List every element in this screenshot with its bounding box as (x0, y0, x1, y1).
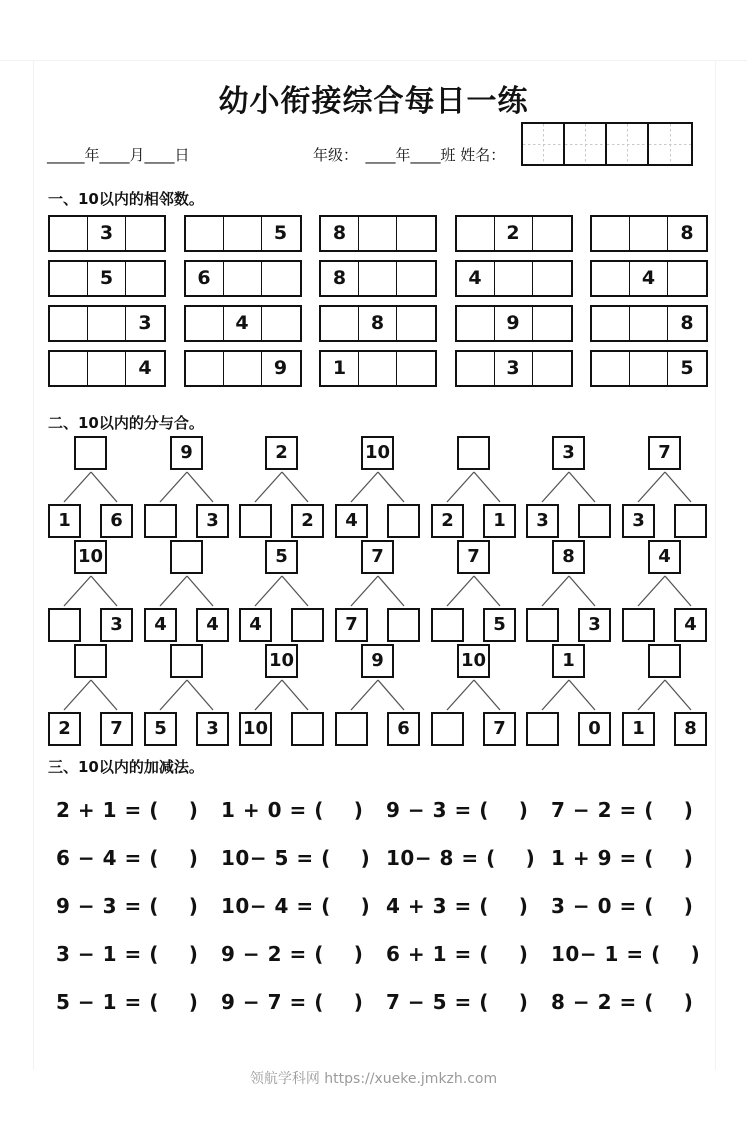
neighbour-number-blank-cell[interactable] (126, 217, 164, 250)
neighbour-number-blank-cell[interactable] (186, 307, 224, 340)
neighbour-number-strip (48, 305, 166, 342)
number-bond-given-box: 4 (239, 608, 272, 642)
number-bond-given-box: 6 (387, 712, 420, 746)
neighbour-number-blank-cell[interactable] (592, 307, 630, 340)
neighbour-number-blank-cell[interactable] (630, 217, 668, 250)
number-bond-given-box: 4 (144, 608, 177, 642)
neighbour-number-blank-cell[interactable] (533, 217, 571, 250)
number-bond-given-box: 8 (552, 540, 585, 574)
number-bond-tree (144, 436, 230, 540)
number-bond-blank-box[interactable] (170, 644, 203, 678)
neighbour-number-blank-cell[interactable] (457, 217, 495, 250)
number-bond-tree (239, 540, 325, 644)
class-name-blank-field[interactable]: 年级： ____年____班 姓名： (313, 146, 506, 164)
page-margin-guide-right (715, 60, 716, 1070)
number-bond-blank-box[interactable] (74, 644, 107, 678)
number-bond-blank-box[interactable] (74, 436, 107, 470)
number-bond-blank-box[interactable] (457, 436, 490, 470)
arithmetic-equation[interactable]: 9 − 2 = ( ) (221, 942, 364, 966)
page-margin-guide-left (33, 60, 34, 1070)
neighbour-number-blank-cell[interactable] (224, 352, 262, 385)
number-bond-tree (526, 540, 612, 644)
number-bond-given-box: 4 (335, 504, 368, 538)
arithmetic-equation[interactable]: 10− 4 = ( ) (221, 894, 371, 918)
neighbour-number-blank-cell[interactable] (224, 262, 262, 295)
neighbour-number-blank-cell[interactable] (533, 307, 571, 340)
number-bond-blank-box[interactable] (648, 644, 681, 678)
number-bond-tree (622, 540, 708, 644)
section-3-arithmetic (56, 786, 701, 1026)
number-bond-blank-box[interactable] (335, 712, 368, 746)
page-title: 幼小衔接综合每日一练 (218, 84, 529, 119)
neighbour-number-blank-cell[interactable] (592, 352, 630, 385)
neighbour-number-blank-cell[interactable] (457, 352, 495, 385)
neighbour-number-strip (590, 260, 708, 297)
neighbour-number-blank-cell[interactable] (50, 307, 88, 340)
number-bond-given-box: 3 (552, 436, 585, 470)
arithmetic-equation[interactable]: 9 − 7 = ( ) (221, 990, 364, 1014)
neighbour-number-given-cell: 6 (186, 262, 224, 295)
neighbour-number-blank-cell[interactable] (495, 262, 533, 295)
neighbour-number-blank-cell[interactable] (88, 307, 126, 340)
neighbour-number-blank-cell[interactable] (359, 217, 397, 250)
neighbour-number-given-cell: 9 (273, 357, 288, 379)
neighbour-number-strip (184, 305, 302, 342)
number-bond-given-box: 5 (483, 608, 516, 642)
section-2-number-bonds (48, 436, 708, 748)
section-1-neighbour-numbers (48, 215, 708, 395)
neighbour-number-blank-cell[interactable] (533, 352, 571, 385)
arithmetic-equation[interactable]: 9 − 3 = ( ) (386, 798, 529, 822)
number-bond-given-box: 2 (265, 436, 298, 470)
neighbour-number-given-cell: 3 (495, 352, 533, 385)
number-bond-given-box: 2 (48, 712, 81, 746)
neighbour-number-strip (319, 305, 437, 342)
number-bond-row (48, 436, 708, 540)
number-bond-given-box: 7 (335, 608, 368, 642)
date-blank-field[interactable]: _____年____月____日 (47, 146, 190, 164)
neighbour-number-strip (319, 215, 437, 252)
number-bond-given-box: 8 (674, 712, 707, 746)
neighbour-number-blank-cell[interactable] (359, 262, 397, 295)
number-bond-blank-box[interactable] (144, 504, 177, 538)
number-bond-given-box: 6 (100, 504, 133, 538)
number-bond-blank-box[interactable] (431, 712, 464, 746)
neighbour-number-given-cell: 8 (321, 262, 359, 295)
neighbour-number-blank-cell[interactable] (359, 352, 397, 385)
arithmetic-row (56, 882, 701, 930)
neighbour-number-blank-cell[interactable] (262, 262, 300, 295)
neighbour-number-blank-cell[interactable] (630, 352, 668, 385)
number-bond-blank-box[interactable] (526, 608, 559, 642)
neighbour-number-blank-cell[interactable] (397, 352, 435, 385)
number-bond-blank-box[interactable] (578, 504, 611, 538)
number-bond-tree (48, 540, 134, 644)
neighbour-number-blank-cell[interactable] (186, 217, 224, 250)
arithmetic-equation[interactable]: 10− 5 = ( ) (221, 846, 371, 870)
neighbour-number-blank-cell[interactable] (668, 262, 706, 295)
number-bond-blank-box[interactable] (291, 712, 324, 746)
arithmetic-equation[interactable]: 1 + 0 = ( ) (221, 798, 364, 822)
section-1-heading: 一、10以内的相邻数。 (48, 190, 204, 208)
neighbour-number-given-cell: 4 (457, 262, 495, 295)
neighbour-number-blank-cell[interactable] (321, 307, 359, 340)
neighbour-number-given-cell: 3 (88, 217, 126, 250)
neighbour-number-row (48, 350, 708, 387)
number-bond-blank-box[interactable] (674, 504, 707, 538)
number-bond-tree (335, 540, 421, 644)
neighbour-number-strip (184, 215, 302, 252)
neighbour-number-strip (455, 215, 573, 252)
number-bond-given-box: 0 (578, 712, 611, 746)
neighbour-number-row (48, 215, 708, 252)
number-bond-blank-box[interactable] (622, 608, 655, 642)
neighbour-number-blank-cell[interactable] (50, 352, 88, 385)
footer-watermark: 领航学科网 https://xueke.jmkzh.com (249, 1071, 498, 1087)
neighbour-number-row (48, 305, 708, 342)
number-bond-blank-box[interactable] (291, 608, 324, 642)
number-bond-given-box: 10 (239, 712, 272, 746)
name-grid-cell[interactable] (565, 124, 607, 164)
neighbour-number-strip (455, 260, 573, 297)
neighbour-number-strip (48, 350, 166, 387)
neighbour-number-strip (48, 215, 166, 252)
arithmetic-equation[interactable]: 9 − 3 = ( ) (56, 894, 199, 918)
number-bond-given-box: 7 (483, 712, 516, 746)
arithmetic-equation[interactable]: 5 − 1 = ( ) (56, 990, 199, 1014)
neighbour-number-given-cell: 4 (630, 262, 668, 295)
neighbour-number-given-cell: 5 (88, 262, 126, 295)
neighbour-number-given-cell: 1 (321, 352, 359, 385)
neighbour-number-strip (319, 350, 437, 387)
neighbour-number-strip (590, 350, 708, 387)
number-bond-tree (622, 436, 708, 540)
number-bond-tree (239, 644, 325, 748)
neighbour-number-blank-cell[interactable] (126, 262, 164, 295)
number-bond-tree (431, 436, 517, 540)
neighbour-number-strip (590, 215, 708, 252)
neighbour-number-given-cell: 8 (680, 312, 694, 334)
name-grid-cell[interactable] (649, 124, 691, 164)
number-bond-given-box: 7 (648, 436, 681, 470)
neighbour-number-strip (455, 350, 573, 387)
neighbour-number-given-cell: 5 (680, 357, 694, 379)
neighbour-number-given-cell: 4 (224, 307, 262, 340)
arithmetic-row (56, 930, 701, 978)
number-bond-given-box: 4 (674, 608, 707, 642)
number-bond-given-box: 9 (361, 644, 394, 678)
neighbour-number-blank-cell[interactable] (630, 307, 668, 340)
neighbour-number-strip (455, 305, 573, 342)
number-bond-blank-box[interactable] (431, 608, 464, 642)
number-bond-blank-box[interactable] (387, 504, 420, 538)
number-bond-given-box: 7 (100, 712, 133, 746)
number-bond-given-box: 1 (622, 712, 655, 746)
arithmetic-equation[interactable]: 6 − 4 = ( ) (56, 846, 199, 870)
number-bond-tree (335, 644, 421, 748)
section-2-heading: 二、10以内的分与合。 (48, 414, 204, 432)
neighbour-number-strip (184, 350, 302, 387)
neighbour-number-given-cell: 8 (680, 222, 694, 244)
neighbour-number-blank-cell[interactable] (533, 262, 571, 295)
number-bond-tree (526, 644, 612, 748)
number-bond-given-box: 10 (74, 540, 107, 574)
arithmetic-row (56, 978, 701, 1026)
number-bond-given-box: 5 (265, 540, 298, 574)
number-bond-tree (431, 644, 517, 748)
number-bond-given-box: 3 (196, 712, 229, 746)
neighbour-number-blank-cell[interactable] (262, 307, 300, 340)
number-bond-blank-box[interactable] (48, 608, 81, 642)
page-margin-guide-top (0, 60, 747, 61)
number-bond-tree (48, 436, 134, 540)
neighbour-number-blank-cell[interactable] (186, 352, 224, 385)
number-bond-given-box: 3 (100, 608, 133, 642)
number-bond-given-box: 3 (578, 608, 611, 642)
arithmetic-equation[interactable]: 1 + 9 = ( ) (551, 846, 694, 870)
number-bond-tree (431, 540, 517, 644)
number-bond-given-box: 4 (648, 540, 681, 574)
number-bond-tree (526, 436, 612, 540)
neighbour-number-given-cell: 9 (495, 307, 533, 340)
neighbour-number-blank-cell[interactable] (50, 217, 88, 250)
neighbour-number-blank-cell[interactable] (592, 262, 630, 295)
arithmetic-equation[interactable]: 7 − 2 = ( ) (551, 798, 694, 822)
number-bond-tree (144, 540, 230, 644)
name-grid-cell[interactable] (523, 124, 565, 164)
neighbour-number-blank-cell[interactable] (397, 217, 435, 250)
arithmetic-equation[interactable]: 7 − 5 = ( ) (386, 990, 529, 1014)
number-bond-given-box: 10 (361, 436, 394, 470)
neighbour-number-row (48, 260, 708, 297)
neighbour-number-strip (590, 305, 708, 342)
section-3-heading: 三、10以内的加减法。 (48, 758, 204, 776)
arithmetic-equation[interactable]: 4 + 3 = ( ) (386, 894, 529, 918)
neighbour-number-given-cell: 8 (359, 307, 397, 340)
arithmetic-equation[interactable]: 6 + 1 = ( ) (386, 942, 529, 966)
arithmetic-equation[interactable]: 3 − 1 = ( ) (56, 942, 199, 966)
name-grid-cell[interactable] (607, 124, 649, 164)
neighbour-number-given-cell: 3 (138, 312, 152, 334)
student-info-line (47, 140, 707, 174)
neighbour-number-given-cell: 2 (495, 217, 533, 250)
neighbour-number-strip (48, 260, 166, 297)
neighbour-number-given-cell: 4 (138, 357, 152, 379)
neighbour-number-strip (184, 260, 302, 297)
number-bond-given-box: 10 (457, 644, 490, 678)
neighbour-number-given-cell: 5 (273, 222, 288, 244)
number-bond-tree (48, 644, 134, 748)
arithmetic-equation[interactable]: 10− 8 = ( ) (386, 846, 536, 870)
number-bond-given-box: 2 (291, 504, 324, 538)
number-bond-tree (622, 644, 708, 748)
neighbour-number-given-cell: 8 (321, 217, 359, 250)
neighbour-number-blank-cell[interactable] (592, 217, 630, 250)
number-bond-blank-box[interactable] (170, 540, 203, 574)
neighbour-number-strip (319, 260, 437, 297)
name-writing-grid[interactable] (521, 122, 693, 166)
number-bond-blank-box[interactable] (239, 504, 272, 538)
number-bond-row (48, 540, 708, 644)
number-bond-given-box: 2 (431, 504, 464, 538)
neighbour-number-blank-cell[interactable] (397, 307, 435, 340)
number-bond-given-box: 1 (552, 644, 585, 678)
number-bond-given-box: 9 (170, 436, 203, 470)
neighbour-number-blank-cell[interactable] (224, 217, 262, 250)
arithmetic-equation[interactable]: 8 − 2 = ( ) (551, 990, 694, 1014)
arithmetic-equation[interactable]: 10− 1 = ( ) (551, 942, 701, 966)
arithmetic-equation[interactable]: 3 − 0 = ( ) (551, 894, 694, 918)
number-bond-given-box: 3 (526, 504, 559, 538)
number-bond-given-box: 7 (457, 540, 490, 574)
arithmetic-row (56, 834, 701, 882)
number-bond-given-box: 3 (622, 504, 655, 538)
neighbour-number-blank-cell[interactable] (88, 352, 126, 385)
number-bond-tree (239, 436, 325, 540)
number-bond-given-box: 3 (196, 504, 229, 538)
number-bond-tree (144, 644, 230, 748)
number-bond-given-box: 7 (361, 540, 394, 574)
neighbour-number-blank-cell[interactable] (50, 262, 88, 295)
arithmetic-row (56, 786, 701, 834)
number-bond-blank-box[interactable] (526, 712, 559, 746)
number-bond-given-box: 10 (265, 644, 298, 678)
number-bond-given-box: 4 (196, 608, 229, 642)
number-bond-blank-box[interactable] (387, 608, 420, 642)
number-bond-tree (335, 436, 421, 540)
number-bond-row (48, 644, 708, 748)
neighbour-number-blank-cell[interactable] (457, 307, 495, 340)
number-bond-given-box: 1 (48, 504, 81, 538)
neighbour-number-blank-cell[interactable] (397, 262, 435, 295)
arithmetic-equation[interactable]: 2 + 1 = ( ) (56, 798, 199, 822)
number-bond-given-box: 1 (483, 504, 516, 538)
number-bond-given-box: 5 (144, 712, 177, 746)
